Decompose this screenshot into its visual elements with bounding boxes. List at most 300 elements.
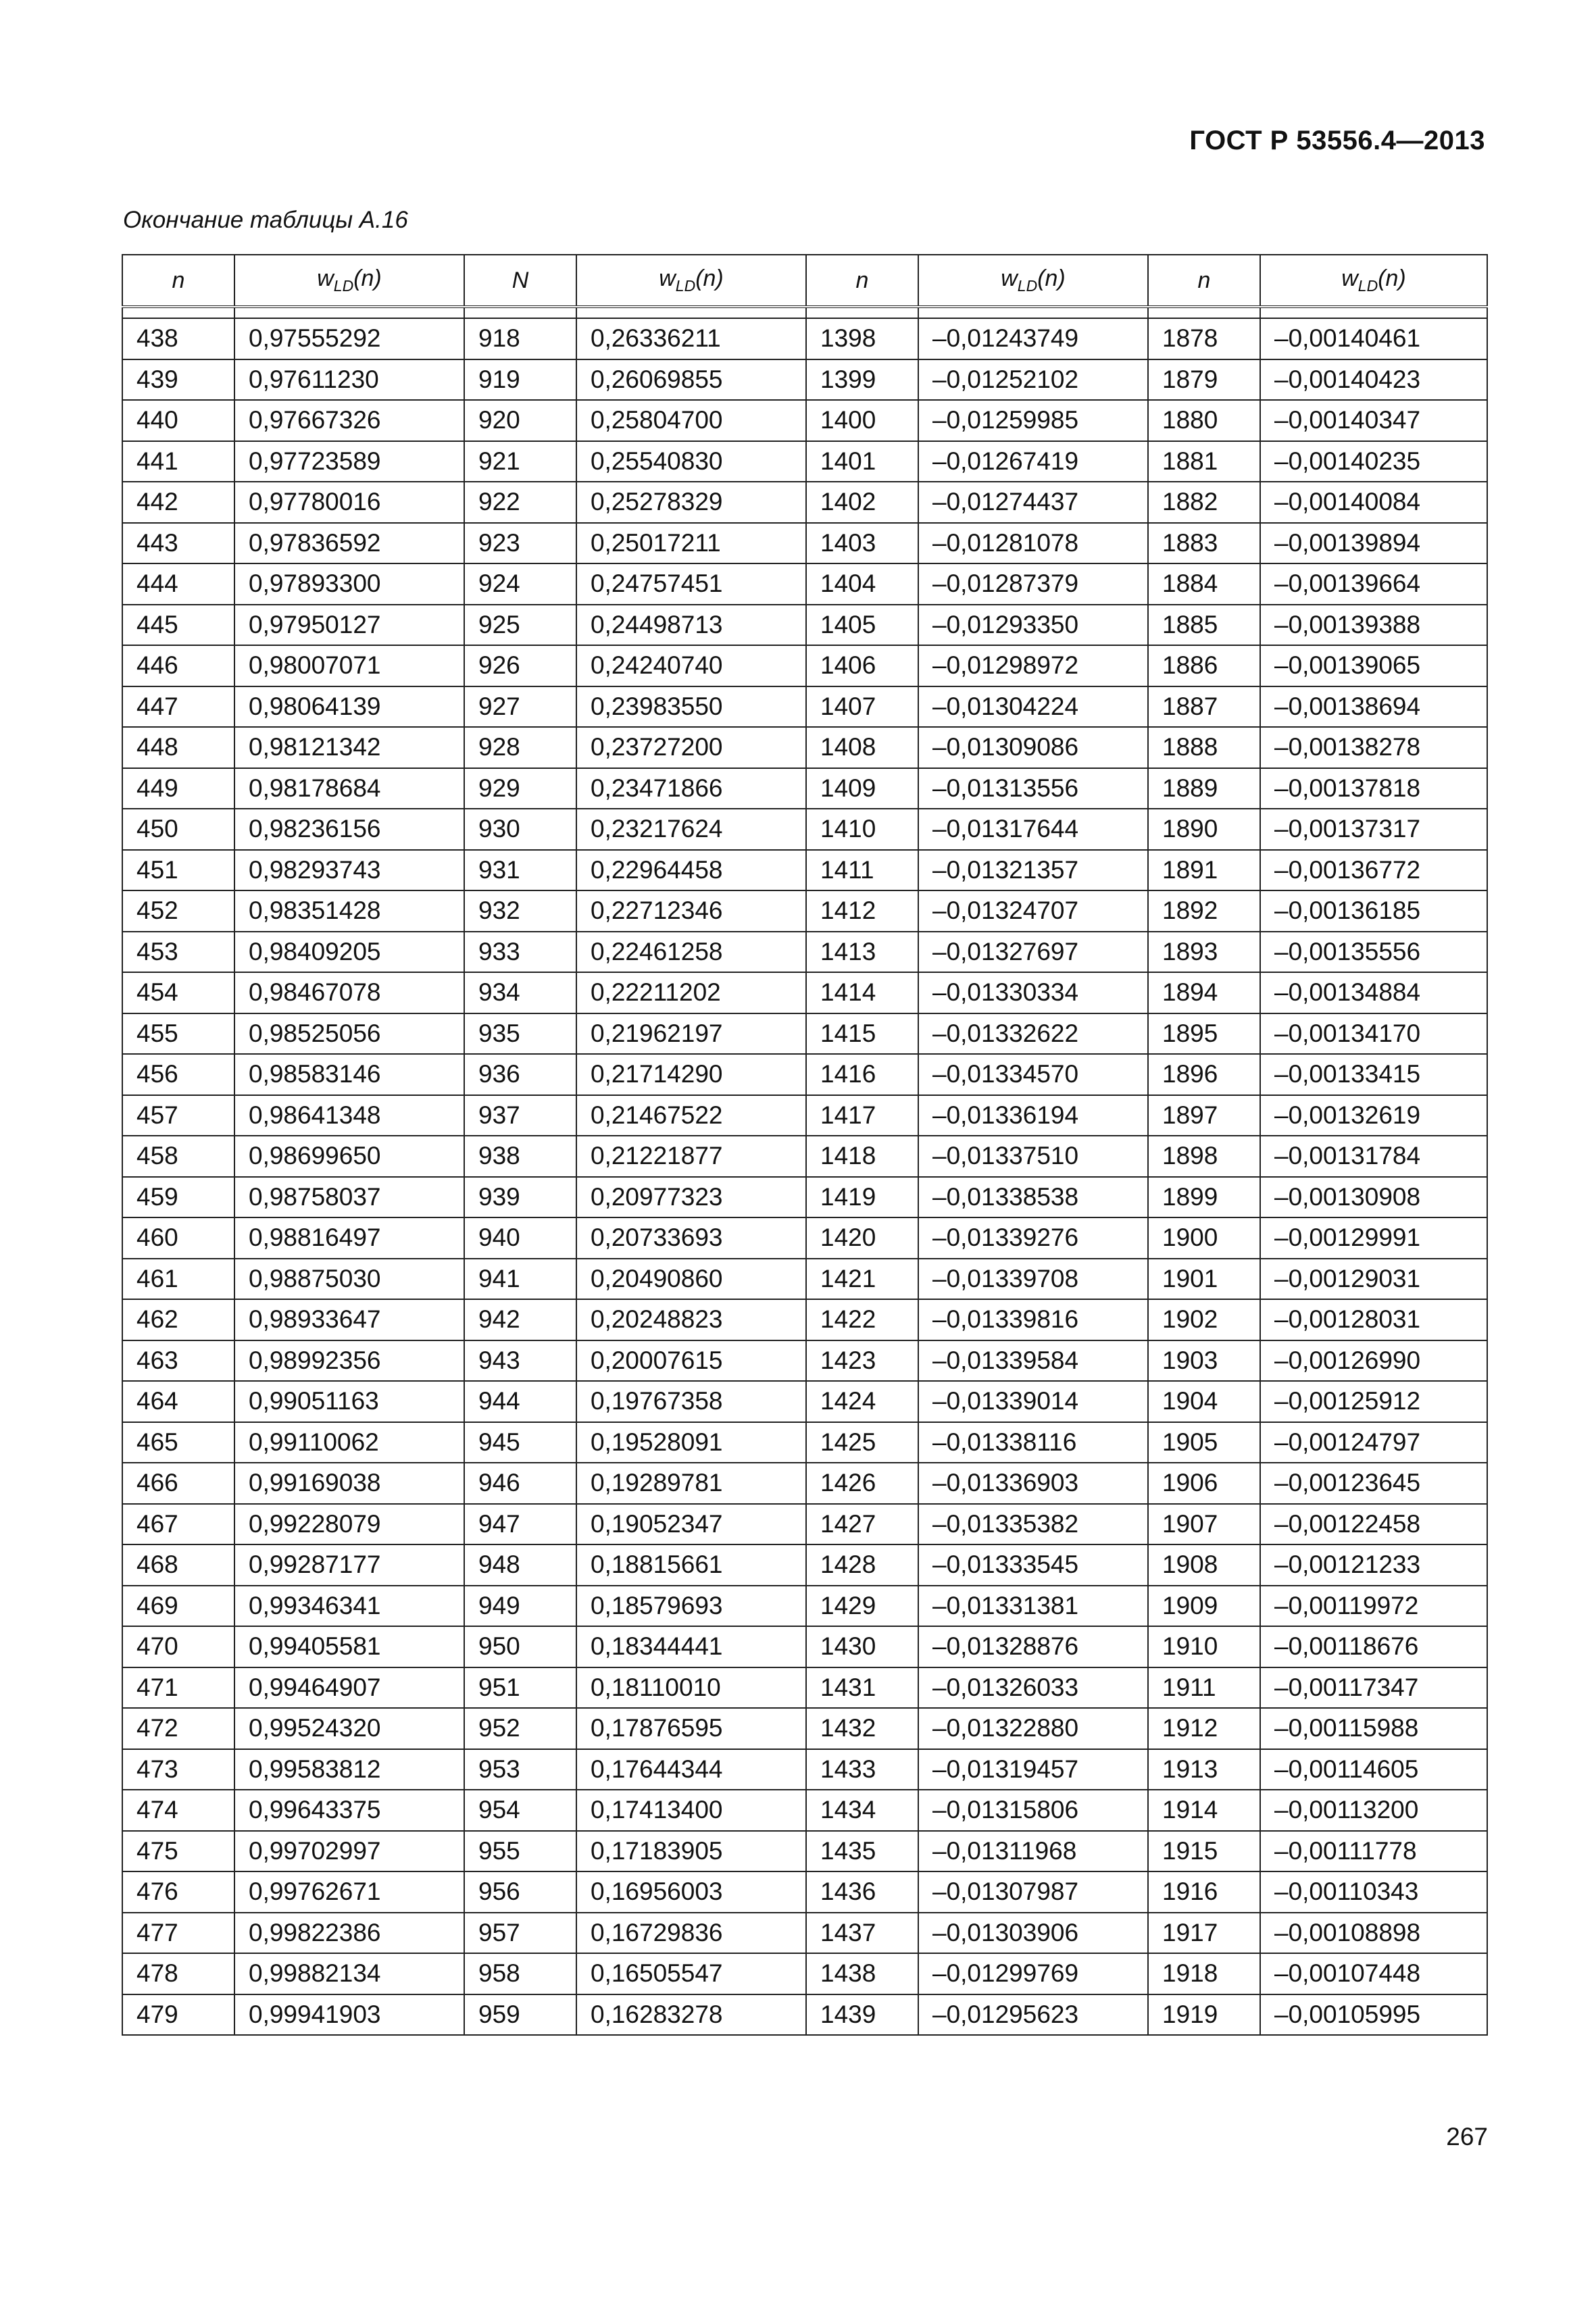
table-cell: –0,01339276 (918, 1217, 1148, 1259)
table-cell: 0,21962197 (576, 1013, 806, 1055)
column-header-argument: (n) (695, 266, 724, 292)
table-cell: –0,01313556 (918, 768, 1148, 809)
column-header-label: w (1001, 266, 1018, 292)
table-cell: –0,00114605 (1260, 1749, 1487, 1790)
table-cell: 0,99169038 (234, 1463, 464, 1504)
table-cell: 0,99583812 (234, 1749, 464, 1790)
column-header (1260, 255, 1487, 307)
table-cell: 0,99464907 (234, 1667, 464, 1709)
table-row (122, 359, 1487, 401)
table-cell: 947 (464, 1504, 576, 1545)
table-cell: 1904 (1148, 1381, 1260, 1422)
column-header-subscript: LD (675, 276, 696, 295)
table-cell: 1879 (1148, 359, 1260, 401)
table-cell: 0,19767358 (576, 1381, 806, 1422)
table-row (122, 1136, 1487, 1177)
table-row (122, 605, 1487, 646)
table-cell: –0,00130908 (1260, 1177, 1487, 1218)
table-cell: 0,97667326 (234, 400, 464, 441)
table-cell: 0,19528091 (576, 1422, 806, 1463)
table-cell: 0,98351428 (234, 890, 464, 932)
table-cell: 1900 (1148, 1217, 1260, 1259)
table-cell: 1918 (1148, 1953, 1260, 1994)
table-row (122, 1953, 1487, 1994)
table-cell: 442 (122, 482, 234, 523)
table-row (122, 482, 1487, 523)
table-cell: –0,01293350 (918, 605, 1148, 646)
table-row (122, 1095, 1487, 1136)
table-row (122, 932, 1487, 973)
table-cell: 0,97723589 (234, 441, 464, 482)
table-cell: 1907 (1148, 1504, 1260, 1545)
table-cell: –0,00136185 (1260, 890, 1487, 932)
table-cell: 942 (464, 1299, 576, 1340)
table-cell: –0,00140461 (1260, 318, 1487, 359)
table-cell: 0,23471866 (576, 768, 806, 809)
table-cell: 1896 (1148, 1054, 1260, 1095)
table-cell: 1414 (806, 972, 918, 1013)
table-cell: 0,17644344 (576, 1749, 806, 1790)
table-row (122, 523, 1487, 564)
table-cell: 0,17183905 (576, 1831, 806, 1872)
table-cell: –0,01336903 (918, 1463, 1148, 1504)
table-cell: –0,01303906 (918, 1913, 1148, 1954)
column-header-label: w (659, 266, 676, 292)
table-cell: 0,22211202 (576, 972, 806, 1013)
table-cell: 458 (122, 1136, 234, 1177)
table-cell: –0,01287379 (918, 563, 1148, 605)
table-cell: 952 (464, 1708, 576, 1749)
table-cell: 1892 (1148, 890, 1260, 932)
table-cell: 0,98816497 (234, 1217, 464, 1259)
table-cell: 1404 (806, 563, 918, 605)
table-cell: 932 (464, 890, 576, 932)
table-cell: 469 (122, 1586, 234, 1627)
table-row (122, 1381, 1487, 1422)
header-separator (122, 307, 1487, 318)
table-cell: 1897 (1148, 1095, 1260, 1136)
table-cell: –0,00138694 (1260, 686, 1487, 728)
table-cell: 0,98178684 (234, 768, 464, 809)
table-cell: 472 (122, 1708, 234, 1749)
table-cell: 0,98064139 (234, 686, 464, 728)
table-cell: 1437 (806, 1913, 918, 1954)
table-cell: –0,01322880 (918, 1708, 1148, 1749)
table-row (122, 1749, 1487, 1790)
table-cell: 1426 (806, 1463, 918, 1504)
table-cell: 1909 (1148, 1586, 1260, 1627)
table-cell: 0,99051163 (234, 1381, 464, 1422)
table-cell: 446 (122, 645, 234, 686)
table-cell: 924 (464, 563, 576, 605)
table-row (122, 727, 1487, 768)
table-cell: 0,99110062 (234, 1422, 464, 1463)
table-cell: –0,01309086 (918, 727, 1148, 768)
column-header (576, 255, 806, 307)
table-cell: 1433 (806, 1749, 918, 1790)
table-cell: 1403 (806, 523, 918, 564)
table-cell: 0,20248823 (576, 1299, 806, 1340)
table-cell: 1428 (806, 1544, 918, 1586)
table-cell: 1434 (806, 1790, 918, 1831)
table-cell: 1914 (1148, 1790, 1260, 1831)
table-cell: 0,25017211 (576, 523, 806, 564)
table-cell: 922 (464, 482, 576, 523)
document-code: ГОСТ Р 53556.4—2013 (1189, 126, 1485, 155)
table-cell: –0,01338538 (918, 1177, 1148, 1218)
column-header-label: n (172, 267, 185, 293)
column-header (1148, 255, 1260, 307)
table-cell: 0,24240740 (576, 645, 806, 686)
table-row (122, 1544, 1487, 1586)
table-cell: 948 (464, 1544, 576, 1586)
column-header-subscript: LD (1017, 276, 1038, 295)
table-cell: 1427 (806, 1504, 918, 1545)
table-cell: 925 (464, 605, 576, 646)
table-row (122, 318, 1487, 359)
table-cell: 1409 (806, 768, 918, 809)
table-cell: 455 (122, 1013, 234, 1055)
table-cell: –0,00136772 (1260, 850, 1487, 891)
table-cell: 927 (464, 686, 576, 728)
table-cell: 0,23727200 (576, 727, 806, 768)
table-cell: –0,00133415 (1260, 1054, 1487, 1095)
table-cell: 1887 (1148, 686, 1260, 728)
table-cell: 943 (464, 1340, 576, 1382)
table-cell: 1432 (806, 1708, 918, 1749)
table-cell: 1402 (806, 482, 918, 523)
table-cell: 1406 (806, 645, 918, 686)
table-cell: 0,21714290 (576, 1054, 806, 1095)
table-cell: –0,00137317 (1260, 809, 1487, 850)
table-cell: 478 (122, 1953, 234, 1994)
table-cell: 0,16505547 (576, 1953, 806, 1994)
table-cell: –0,00122458 (1260, 1504, 1487, 1545)
table-cell: –0,00139388 (1260, 605, 1487, 646)
table-cell: –0,01298972 (918, 645, 1148, 686)
table-cell: –0,00128031 (1260, 1299, 1487, 1340)
table-cell: –0,00132619 (1260, 1095, 1487, 1136)
table-cell: 0,98525056 (234, 1013, 464, 1055)
table-cell: 945 (464, 1422, 576, 1463)
table-row (122, 1790, 1487, 1831)
table-cell: –0,00108898 (1260, 1913, 1487, 1954)
table-cell: 465 (122, 1422, 234, 1463)
table-body (122, 318, 1487, 2035)
table-cell: 0,18815661 (576, 1544, 806, 1586)
table-cell: –0,00138278 (1260, 727, 1487, 768)
table-cell: 468 (122, 1544, 234, 1586)
table-cell: 1901 (1148, 1259, 1260, 1300)
table-row (122, 1054, 1487, 1095)
table-cell: –0,01339584 (918, 1340, 1148, 1382)
table-cell: 1424 (806, 1381, 918, 1422)
table-cell: 0,98641348 (234, 1095, 464, 1136)
page-number: 267 (1446, 2123, 1488, 2150)
table-cell: 1408 (806, 727, 918, 768)
table-cell: –0,01339816 (918, 1299, 1148, 1340)
table-cell: –0,00134884 (1260, 972, 1487, 1013)
table-cell: 466 (122, 1463, 234, 1504)
table-header-row (122, 255, 1487, 307)
table-cell: –0,00139894 (1260, 523, 1487, 564)
table-cell: 0,99822386 (234, 1913, 464, 1954)
table-cell: 0,25540830 (576, 441, 806, 482)
table-cell: 934 (464, 972, 576, 1013)
table-cell: –0,01304224 (918, 686, 1148, 728)
table-cell: 0,98121342 (234, 727, 464, 768)
table-cell: –0,01330334 (918, 972, 1148, 1013)
table-cell: 1890 (1148, 809, 1260, 850)
table-cell: 1439 (806, 1994, 918, 2036)
table-cell: –0,01326033 (918, 1667, 1148, 1709)
table-cell: –0,01307987 (918, 1871, 1148, 1913)
table-cell: 0,19052347 (576, 1504, 806, 1545)
table-cell: 479 (122, 1994, 234, 2036)
table-cell: 450 (122, 809, 234, 850)
table-cell: –0,01339014 (918, 1381, 1148, 1422)
table-row (122, 1340, 1487, 1382)
table-cell: 1899 (1148, 1177, 1260, 1218)
table-cell: 0,99941903 (234, 1994, 464, 2036)
table-cell: –0,01295623 (918, 1994, 1148, 2036)
table-cell: –0,01339708 (918, 1259, 1148, 1300)
table-cell: 0,97893300 (234, 563, 464, 605)
column-header (806, 255, 918, 307)
table-cell: –0,01317644 (918, 809, 1148, 850)
column-header-label: n (855, 267, 869, 293)
table-cell: 477 (122, 1913, 234, 1954)
table-cell: 0,97836592 (234, 523, 464, 564)
table-cell: 461 (122, 1259, 234, 1300)
table-cell: 0,24498713 (576, 605, 806, 646)
table-cell: –0,01299769 (918, 1953, 1148, 1994)
table-cell: 459 (122, 1177, 234, 1218)
table-cell: –0,01252102 (918, 359, 1148, 401)
table-cell: 0,98875030 (234, 1259, 464, 1300)
table-cell: –0,01243749 (918, 318, 1148, 359)
table-cell: –0,00139065 (1260, 645, 1487, 686)
table-cell: 919 (464, 359, 576, 401)
table-cell: 944 (464, 1381, 576, 1422)
table-cell: 1415 (806, 1013, 918, 1055)
table-row (122, 1667, 1487, 1709)
table-cell: 0,18110010 (576, 1667, 806, 1709)
table-cell: 950 (464, 1626, 576, 1667)
table-cell: –0,00110343 (1260, 1871, 1487, 1913)
table-cell: 938 (464, 1136, 576, 1177)
table-cell: 0,16956003 (576, 1871, 806, 1913)
table-cell: –0,00137818 (1260, 768, 1487, 809)
column-header-argument: (n) (1037, 266, 1066, 292)
table-cell: 0,20007615 (576, 1340, 806, 1382)
table-cell: 444 (122, 563, 234, 605)
table-cell: 941 (464, 1259, 576, 1300)
table-row (122, 1013, 1487, 1055)
table-cell: 1398 (806, 318, 918, 359)
table-row (122, 1177, 1487, 1218)
table-cell: 0,99643375 (234, 1790, 464, 1831)
table-cell: –0,01335382 (918, 1504, 1148, 1545)
table-cell: 0,98293743 (234, 850, 464, 891)
table-cell: –0,00115988 (1260, 1708, 1487, 1749)
table-cell: –0,00121233 (1260, 1544, 1487, 1586)
table-cell: 0,98007071 (234, 645, 464, 686)
table-cell: 474 (122, 1790, 234, 1831)
column-header (122, 255, 234, 307)
table-cell: –0,00119972 (1260, 1586, 1487, 1627)
table-cell: –0,01324707 (918, 890, 1148, 932)
table-cell: 1420 (806, 1217, 918, 1259)
table-cell: 940 (464, 1217, 576, 1259)
table-cell: 956 (464, 1871, 576, 1913)
table-cell: 1878 (1148, 318, 1260, 359)
column-header-label: w (1341, 266, 1358, 292)
table-row (122, 1913, 1487, 1954)
table-cell: 954 (464, 1790, 576, 1831)
table-cell: 0,23217624 (576, 809, 806, 850)
table-cell: 0,99524320 (234, 1708, 464, 1749)
table-cell: 1881 (1148, 441, 1260, 482)
table-cell: 0,16283278 (576, 1994, 806, 2036)
table-cell: 1412 (806, 890, 918, 932)
table-cell: 0,97555292 (234, 318, 464, 359)
table-cell: 0,22461258 (576, 932, 806, 973)
table-cell: 0,99287177 (234, 1544, 464, 1586)
table-cell: 918 (464, 318, 576, 359)
table-cell: 438 (122, 318, 234, 359)
table-cell: 0,99346341 (234, 1586, 464, 1627)
table-cell: 451 (122, 850, 234, 891)
table-cell: 0,97780016 (234, 482, 464, 523)
table-cell: 1910 (1148, 1626, 1260, 1667)
table-cell: 0,17413400 (576, 1790, 806, 1831)
table-cell: 1902 (1148, 1299, 1260, 1340)
table-cell: 951 (464, 1667, 576, 1709)
table-cell: 452 (122, 890, 234, 932)
table-cell: 1417 (806, 1095, 918, 1136)
table-cell: –0,01328876 (918, 1626, 1148, 1667)
table-cell: 0,18344441 (576, 1626, 806, 1667)
table-cell: –0,00113200 (1260, 1790, 1487, 1831)
table-cell: 0,97611230 (234, 359, 464, 401)
table-cell: 0,19289781 (576, 1463, 806, 1504)
table-cell: 1885 (1148, 605, 1260, 646)
table-cell: 933 (464, 932, 576, 973)
table-cell: 1422 (806, 1299, 918, 1340)
table-cell: –0,00107448 (1260, 1953, 1487, 1994)
table-cell: –0,01319457 (918, 1749, 1148, 1790)
table-row (122, 441, 1487, 482)
column-header-subscript: LD (1357, 276, 1378, 295)
table-row (122, 1504, 1487, 1545)
column-header-label: w (317, 266, 334, 292)
table-cell: 0,22964458 (576, 850, 806, 891)
table-cell: 1423 (806, 1340, 918, 1382)
table-cell: –0,01336194 (918, 1095, 1148, 1136)
table-row (122, 972, 1487, 1013)
table-cell: 0,26069855 (576, 359, 806, 401)
table-cell: –0,00131784 (1260, 1136, 1487, 1177)
table-cell: 0,97950127 (234, 605, 464, 646)
table-cell: –0,00140347 (1260, 400, 1487, 441)
table-cell: 0,98992356 (234, 1340, 464, 1382)
table-cell: 1919 (1148, 1994, 1260, 2036)
table-cell: 1917 (1148, 1913, 1260, 1954)
table-cell: 1895 (1148, 1013, 1260, 1055)
table-cell: –0,00129031 (1260, 1259, 1487, 1300)
table-cell: 453 (122, 932, 234, 973)
column-header-argument: (n) (1378, 266, 1406, 292)
table-cell: 460 (122, 1217, 234, 1259)
table-cell: 1436 (806, 1871, 918, 1913)
table-cell: 441 (122, 441, 234, 482)
table-cell: –0,00129991 (1260, 1217, 1487, 1259)
column-header-label: n (1197, 267, 1211, 293)
table-row (122, 890, 1487, 932)
table-cell: 0,98236156 (234, 809, 464, 850)
table-cell: 467 (122, 1504, 234, 1545)
table-cell: 1908 (1148, 1544, 1260, 1586)
table-row (122, 645, 1487, 686)
table-cell: 1431 (806, 1667, 918, 1709)
table-cell: 1430 (806, 1626, 918, 1667)
table-cell: 456 (122, 1054, 234, 1095)
table-cell: 470 (122, 1626, 234, 1667)
table-cell: –0,01332622 (918, 1013, 1148, 1055)
table-cell: –0,00124797 (1260, 1422, 1487, 1463)
table-cell: 1886 (1148, 645, 1260, 686)
table-cell: 0,21467522 (576, 1095, 806, 1136)
table-cell: 939 (464, 1177, 576, 1218)
column-header-argument: (n) (353, 266, 382, 292)
table-cell: 443 (122, 523, 234, 564)
table-row (122, 1299, 1487, 1340)
table-cell: 0,98758037 (234, 1177, 464, 1218)
table-cell: 0,18579693 (576, 1586, 806, 1627)
table-cell: 931 (464, 850, 576, 891)
table-cell: –0,00111778 (1260, 1831, 1487, 1872)
table-cell: 923 (464, 523, 576, 564)
table-cell: 1421 (806, 1259, 918, 1300)
table-cell: 0,99228079 (234, 1504, 464, 1545)
data-table (122, 254, 1488, 2036)
table-cell: 0,20490860 (576, 1259, 806, 1300)
table-cell: 937 (464, 1095, 576, 1136)
table-cell: 920 (464, 400, 576, 441)
table-cell: 935 (464, 1013, 576, 1055)
table-cell: 475 (122, 1831, 234, 1872)
table-cell: 440 (122, 400, 234, 441)
table-row (122, 809, 1487, 850)
table-cell: 1401 (806, 441, 918, 482)
table-cell: 0,24757451 (576, 563, 806, 605)
table-row (122, 850, 1487, 891)
table-row (122, 1586, 1487, 1627)
table-cell: 448 (122, 727, 234, 768)
table-cell: 1429 (806, 1586, 918, 1627)
table-cell: 462 (122, 1299, 234, 1340)
table-cell: 1912 (1148, 1708, 1260, 1749)
table-row (122, 1217, 1487, 1259)
table-cell: 0,25278329 (576, 482, 806, 523)
table-cell: 1400 (806, 400, 918, 441)
table-cell: –0,00123645 (1260, 1463, 1487, 1504)
column-header (918, 255, 1148, 307)
table-row (122, 1994, 1487, 2036)
table-cell: 929 (464, 768, 576, 809)
table-cell: –0,01334570 (918, 1054, 1148, 1095)
